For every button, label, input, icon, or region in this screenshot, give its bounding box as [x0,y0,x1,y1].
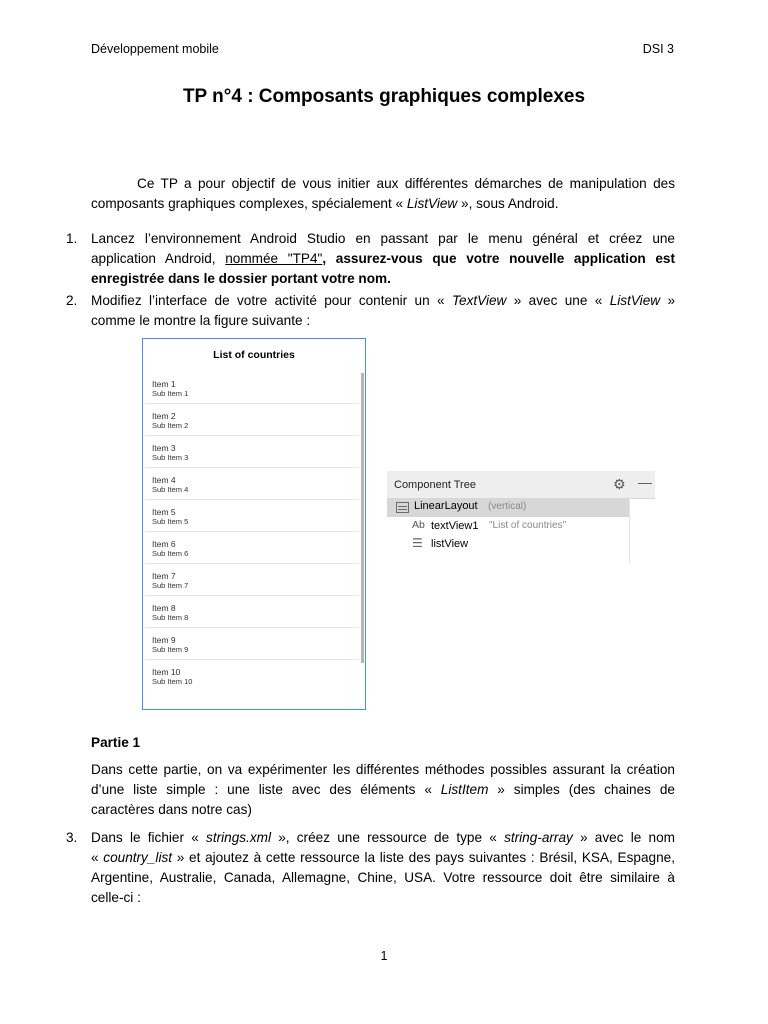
item-3-text [91,828,675,908]
list-item-title: Item 6 [152,539,176,549]
partie-1-line-3: caractères dans notre cas) [91,802,252,817]
component-tree-header [387,471,655,499]
tree-node-name: listView [431,538,469,550]
list-item[interactable] [145,372,359,404]
list-item-subtitle: Sub Item 9 [152,645,189,654]
gear-icon[interactable]: ⚙ [613,476,626,492]
listview-icon: ☰ [412,536,423,550]
item-2-listview-term: ListView [609,293,661,308]
list-item-subtitle: Sub Item 4 [152,485,189,494]
intro-text-end: », sous Android. [457,196,559,211]
tree-node-name: textView1 [431,520,479,532]
item-3-line-4: celle-ci : [91,890,141,905]
list-item-title: Item 5 [152,507,176,517]
list-item-subtitle: Sub Item 3 [152,453,189,462]
partie-1-line-1: Dans cette partie, on va expérimenter les différentes méthodes possibles assurant la création [91,762,675,777]
item-2-textview-term: TextView [451,293,507,308]
tree-node-listview[interactable] [387,536,629,555]
panel-divider [629,498,630,563]
tree-node-linearlayout[interactable] [387,498,629,517]
item-3-line-3: Argentine, Australie, Canada, Allemagne, Chine, USA. Votre ressource doit être similaire à [91,870,675,885]
item-1-line-3: enregistrée dans le dossier portant votre nom. [91,271,391,286]
textview-icon: Ab [412,519,425,531]
component-tree-title: Component Tree [394,479,476,491]
list-item-subtitle: Sub Item 5 [152,517,189,526]
list-item-title: Item 7 [152,571,176,581]
component-tree-panel [387,471,655,563]
phone-list-title: List of countries [213,349,295,361]
list-item-title: Item 9 [152,635,176,645]
partie-1-text-a: d’une liste simple : une liste avec des éléments « [91,782,441,797]
header-course: Développement mobile [91,42,219,56]
item-1-line-2 [91,249,675,269]
list-item-subtitle: Sub Item 8 [152,613,189,622]
item-3-country-list: country_list [103,850,173,865]
section-heading-partie-1: Partie 1 [91,735,141,750]
partie-1-paragraph [91,760,675,820]
list-item-subtitle: Sub Item 10 [152,677,193,686]
tree-node-hint: (vertical) [488,501,527,512]
item-2-line-1 [91,291,675,311]
linearlayout-icon [396,502,409,513]
list-item-title: Item 1 [152,379,176,389]
list-item-title: Item 2 [152,411,176,421]
list-item[interactable] [145,436,359,468]
partie-1-line-2 [91,780,675,800]
list-item-subtitle: Sub Item 1 [152,389,189,398]
item-2-text [91,291,675,331]
item-3-text-e: » et ajoutez à cette ressource la liste des pays suivantes : Brésil, KSA, Espagne, [172,850,675,865]
list-item-title: Item 10 [152,667,181,677]
item-2-text-a: Modifiez l’interface de votre activité pour contenir un « [91,293,452,308]
header-class: DSI 3 [642,42,674,56]
intro-line-1: Ce TP a pour objectif de vous initier aux différentes démarches de manipulation des [137,176,675,191]
list-item-title: Item 3 [152,443,176,453]
item-3-text-b: », créez une ressource de type « [270,830,505,845]
list-item[interactable] [145,596,359,628]
list-item-subtitle: Sub Item 2 [152,421,189,430]
partie-1-listitem-term: ListItem [440,782,489,797]
phone-listview-figure [142,338,366,710]
item-2-text-c: » [660,293,675,308]
item-3-line-2 [91,848,675,868]
item-1-text-a: application Android, [91,251,226,266]
list-item-title: Item 8 [152,603,176,613]
item-3-strings-xml: strings.xml [206,830,271,845]
intro-listview-term: ListView [406,196,458,211]
list-item[interactable] [145,404,359,436]
page-number: 1 [380,949,388,963]
item-2-number: 2. [66,293,78,308]
list-item-subtitle: Sub Item 7 [152,581,189,590]
list-item[interactable] [145,628,359,660]
list-item[interactable] [145,532,359,564]
list-item-title: Item 4 [152,475,176,485]
intro-text: composants graphiques complexes, spécialement « [91,196,407,211]
item-3-line-1 [91,828,675,848]
item-3-text-d: « [91,850,104,865]
list-item[interactable] [145,660,359,692]
item-3-text-a: Dans le fichier « [91,830,207,845]
list-item[interactable] [145,500,359,532]
item-1-line-1: Lancez l’environnement Android Studio en passant par le menu général et créez une [91,231,675,246]
intro-line-2 [91,194,675,214]
tree-node-textview[interactable] [387,517,629,536]
item-2-line-2: comme le montre la figure suivante : [91,313,311,328]
item-1-number: 1. [66,231,78,246]
item-1-project-name: nommée "TP4" [225,251,323,266]
item-1-text [91,229,675,289]
page-title: TP n°4 : Composants graphiques complexes [182,86,586,107]
partie-1-text-b: » simples (des chaines de [488,782,675,797]
list-scrollbar[interactable] [361,373,364,663]
intro-paragraph [91,174,675,214]
list-item[interactable] [145,468,359,500]
item-1-text-bold: , assurez-vous que votre nouvelle application est [322,251,675,266]
phone-list [145,372,359,692]
item-3-string-array: string-array [504,830,573,845]
minimize-icon[interactable]: — [638,474,652,490]
item-3-number: 3. [66,830,78,845]
list-item[interactable] [145,564,359,596]
item-2-text-b: » avec une « [506,293,610,308]
tree-node-hint: "List of countries" [489,520,567,531]
tree-node-name: LinearLayout [414,500,478,512]
item-3-text-c: » avec le nom [572,830,675,845]
list-item-subtitle: Sub Item 6 [152,549,189,558]
